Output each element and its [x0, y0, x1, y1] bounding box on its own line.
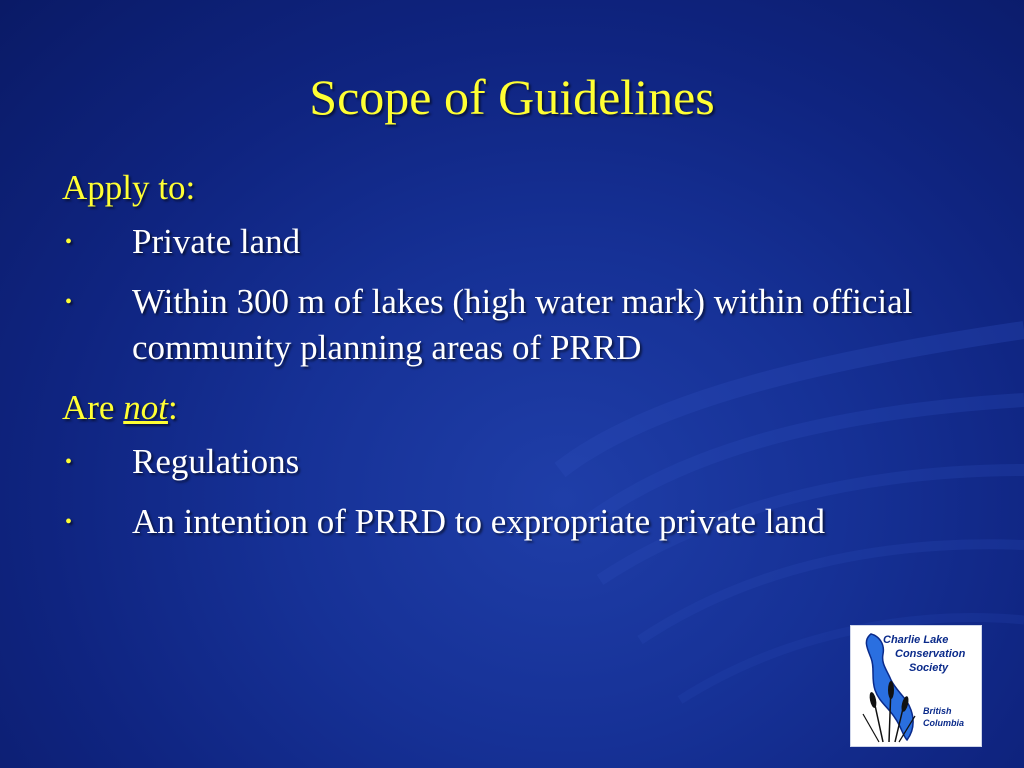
logo-line-charlie-lake: Charlie Lake: [883, 634, 949, 646]
apply-heading: Apply to:: [62, 168, 196, 207]
logo-line-british: British: [923, 706, 952, 716]
not-item-regulations: Regulations: [132, 442, 300, 481]
list-item: [62, 219, 942, 265]
list-item: [62, 279, 942, 371]
logo-line-society: Society: [909, 662, 949, 674]
logo-line-columbia: Columbia: [923, 718, 965, 728]
list-item: [62, 499, 942, 545]
not-heading-emphasis: not: [123, 388, 168, 427]
logo-line-conservation: Conservation: [895, 648, 966, 660]
charlie-lake-logo: [850, 625, 982, 747]
not-heading-suffix: :: [167, 388, 178, 427]
bullet-dot-icon: •: [65, 291, 73, 313]
bullet-dot-icon: •: [65, 231, 73, 253]
not-heading-prefix: Are: [62, 388, 124, 427]
apply-item-private-land: Private land: [132, 222, 301, 261]
not-item-expropriate: An intention of PRRD to expropriate private land: [132, 502, 826, 541]
bullet-dot-icon: •: [65, 511, 73, 533]
not-heading: [62, 385, 942, 431]
apply-list: [62, 219, 942, 371]
apply-item-within-300m: Within 300 m of lakes (high water mark) within official community planning areas of PRRD: [132, 282, 913, 367]
not-list: [62, 439, 942, 545]
list-item: [62, 439, 942, 485]
slide-body: [62, 165, 942, 559]
bullet-dot-icon: •: [65, 451, 73, 473]
slide-title: Scope of Guidelines: [309, 69, 715, 125]
